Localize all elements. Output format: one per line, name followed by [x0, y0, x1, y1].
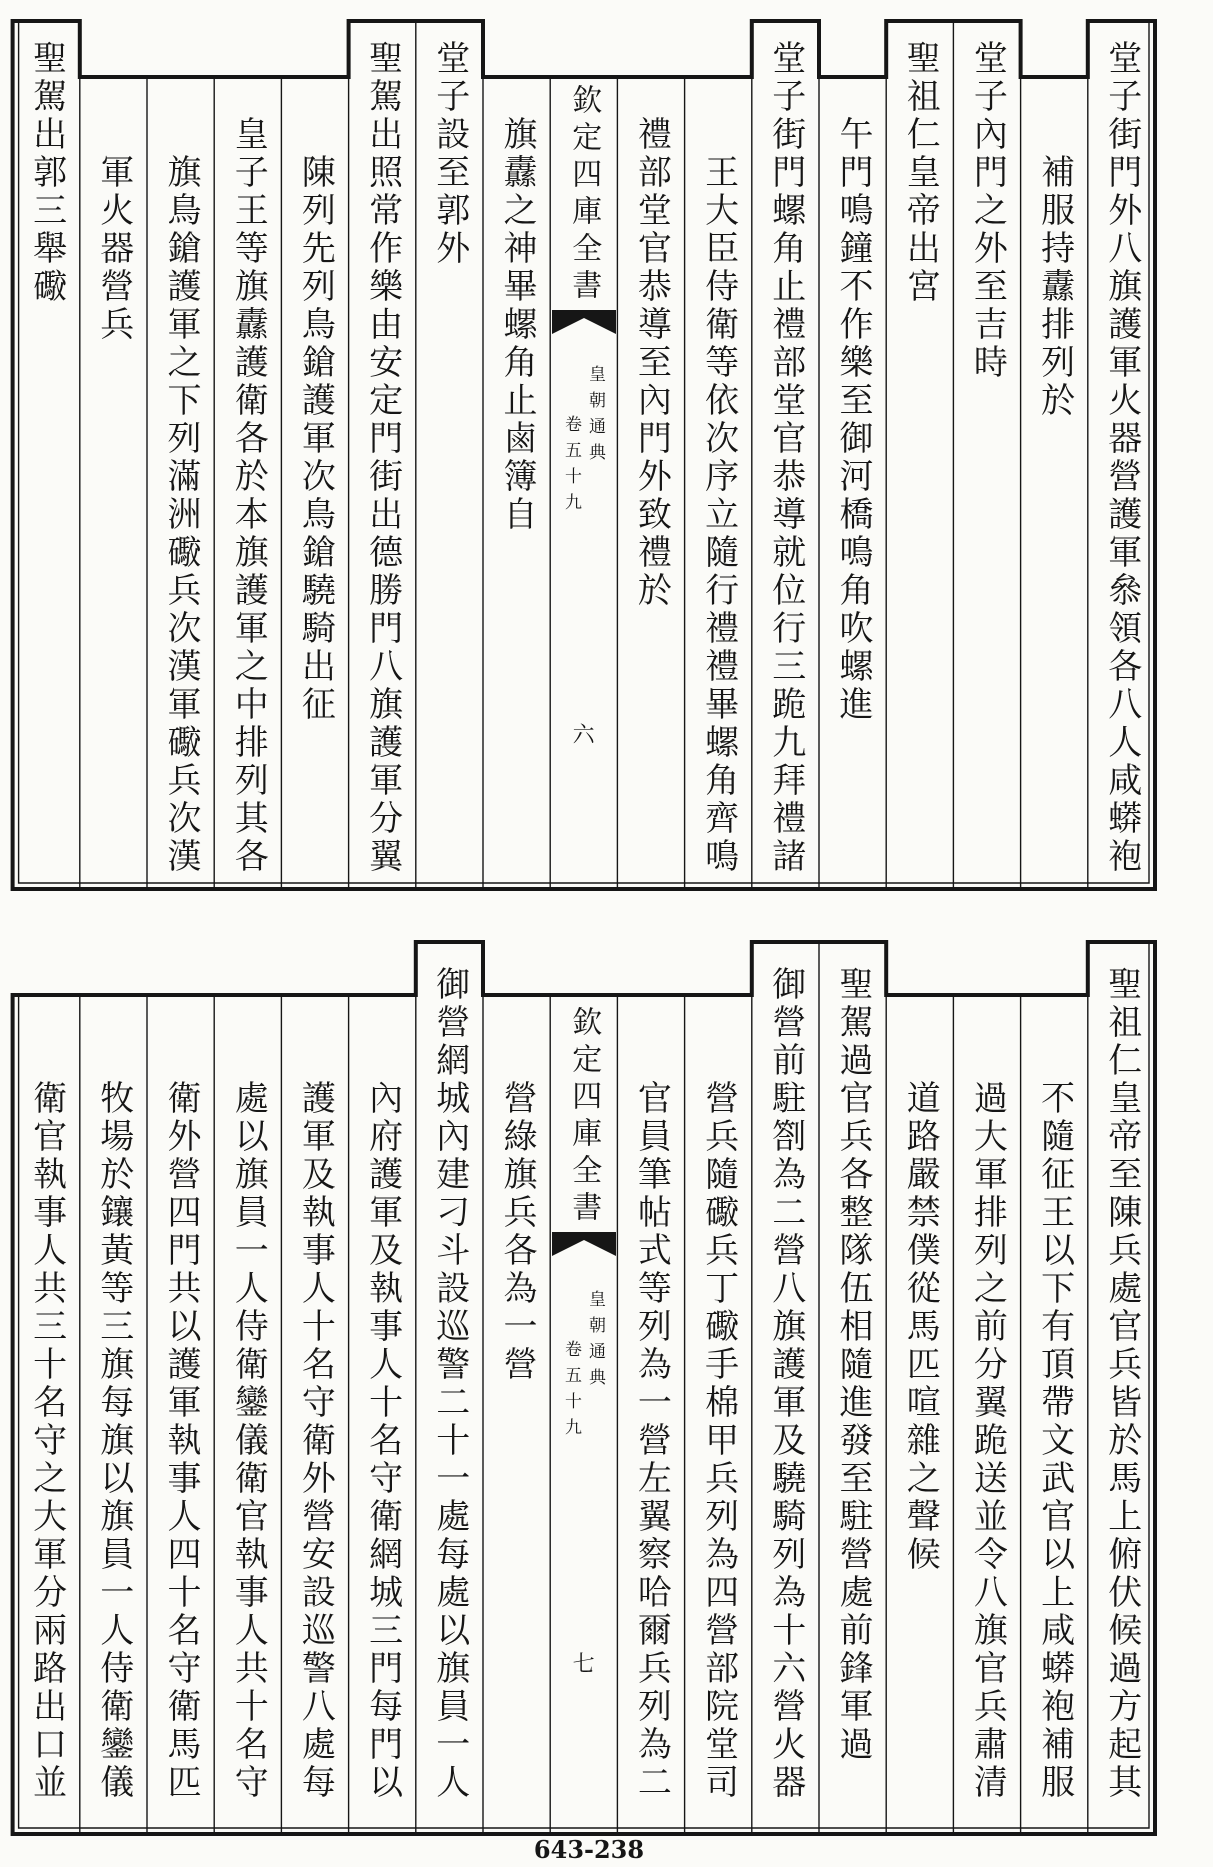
text-column: 營綠旗兵各為一營	[497, 1080, 537, 1384]
folio-number: 六	[572, 723, 595, 748]
text-column: 陳列先列鳥鎗護軍次鳥鎗驍騎出征	[295, 154, 336, 724]
raised-text-column: 堂子設至郭外	[429, 40, 470, 268]
banxin-book-title: 欽定四庫全書	[566, 1006, 602, 1228]
text-column: 旗纛之神畢螺角止鹵簿自	[497, 116, 537, 534]
raised-text-column: 聖祖仁皇帝出宮	[900, 40, 941, 306]
banxin-work-title: 皇朝通典	[585, 365, 605, 469]
page-number: 643-238	[533, 1835, 645, 1864]
text-column: 不隨征王以下有頂帶文武官以上咸蟒袍補服	[1034, 1080, 1075, 1802]
text-column: 處以旗員一人侍衛鑾儀衛官執事人共十名守	[228, 1080, 269, 1802]
text-column: 官員筆帖式等列為一營左翼察哈爾兵列為二	[631, 1080, 672, 1802]
text-column: 營兵隨礮兵丁礮手棉甲兵列為四營部院堂司	[698, 1080, 739, 1802]
text-column: 護軍及執事人十名守衛外營安設巡警八處每	[295, 1080, 336, 1802]
fish-tail-mark	[552, 1232, 616, 1256]
text-column: 王大臣侍衛等依次序立隨行禮禮畢螺角齊鳴	[698, 154, 739, 876]
leaf-top	[0, 0, 1213, 895]
text-column: 補服持纛排列於	[1034, 154, 1075, 420]
text-column: 衛外營四門共以護軍執事人四十名守衛馬匹	[161, 1080, 201, 1802]
text-column: 內府護軍及執事人十名守衛網城三門每門以	[362, 1080, 403, 1802]
leaf-bottom	[0, 930, 1213, 1840]
text-column: 衛官執事人共三十名守之大軍分兩路出口並	[26, 1080, 67, 1802]
fish-tail-mark	[552, 310, 616, 334]
text-column: 午門鳴鐘不作樂至御河橋鳴角吹螺進	[833, 116, 873, 724]
text-column: 道路嚴禁僕從馬匹喧雜之聲候	[900, 1080, 941, 1574]
banxin-book-title: 欽定四庫全書	[566, 84, 602, 306]
raised-text-column: 堂子街門外八旗護軍火器營護軍叅領各八人咸蟒袍	[1101, 40, 1142, 876]
banxin-juan: 卷五十九	[561, 415, 581, 519]
raised-text-column: 聖駕出郭三舉礮	[26, 40, 67, 306]
text-column: 旗鳥鎗護軍之下列滿洲礮兵次漢軍礮兵次漢	[161, 154, 201, 876]
raised-text-column: 御營網城內建刁斗設巡警二十一處每處以旗員一人	[429, 966, 470, 1802]
raised-text-column: 聖駕過官兵各整隊伍相隨進發至駐營處前鋒軍過	[833, 966, 873, 1764]
text-column: 牧場於鑲黃等三旗每旗以旗員一人侍衛鑾儀	[93, 1080, 134, 1802]
text-column: 過大軍排列之前分翼跪送並令八旗官兵肅清	[967, 1080, 1008, 1802]
raised-text-column: 堂子街門螺角止禮部堂官恭導就位行三跪九拜禮諸	[765, 40, 806, 876]
raised-text-column: 御營前駐劄為二營八旗護軍及驍騎列為十六營火器	[765, 966, 806, 1802]
text-column: 軍火器營兵	[93, 154, 134, 344]
text-column: 皇子王等旗纛護衛各於本旗護軍之中排列其各	[228, 116, 269, 876]
folio-number: 七	[572, 1652, 595, 1677]
raised-text-column: 聖祖仁皇帝至陳兵處官兵皆於馬上俯伏候過方起其	[1101, 966, 1142, 1802]
banxin-juan: 卷五十九	[561, 1340, 581, 1444]
raised-text-column: 堂子內門之外至吉時	[967, 40, 1008, 382]
raised-text-column: 聖駕出照常作樂由安定門街出德勝門八旗護軍分翼	[362, 40, 403, 876]
text-column: 禮部堂官恭導至內門外致禮於	[631, 116, 672, 610]
banxin-work-title: 皇朝通典	[585, 1290, 605, 1394]
